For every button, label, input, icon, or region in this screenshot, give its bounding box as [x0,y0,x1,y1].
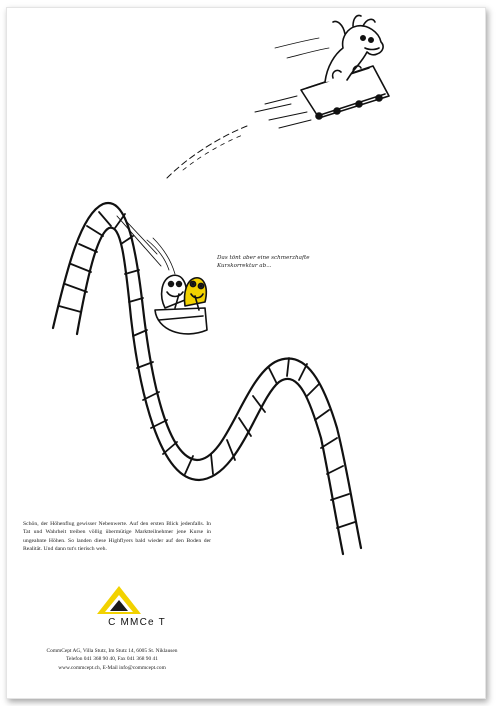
flying-cart-drawing [167,15,389,178]
commcept-logo [77,584,197,638]
riders-cart-drawing [155,275,207,334]
address-line-1: CommCept AG, Villa Stutz, Im Stutz 14, 6005 St. Niklausen [46,648,178,654]
caption-line-2: Kurskorrektur ab... [217,263,272,269]
ad-body-text: Schön, der Höhenflug gewisser Nebenwerte. Auf den ersten Blick jedenfalls. In Tat und Wahrheit treiben völlig übermütige Marktteilnehmer jene Kurse in ungeahnte Höhen. So landen diese Highflyers bald wieder auf den Boden der Realität. Und dann tut's tierisch weh. [23,521,211,553]
logo-wordmark: C MMCe T [108,617,166,628]
address-line-3: www.commcept.ch, E-Mail info@commcept.com [58,664,166,671]
print-ad-page [6,7,486,699]
speech-caption [217,254,337,270]
address-line-2: Telefon 041 368 90 40, Fax 041 368 90 41 [66,656,158,663]
company-address [7,647,217,672]
caption-line-1: Das tönt aber eine schmerzhafte [217,255,310,261]
triangle-logo-icon [77,584,197,618]
